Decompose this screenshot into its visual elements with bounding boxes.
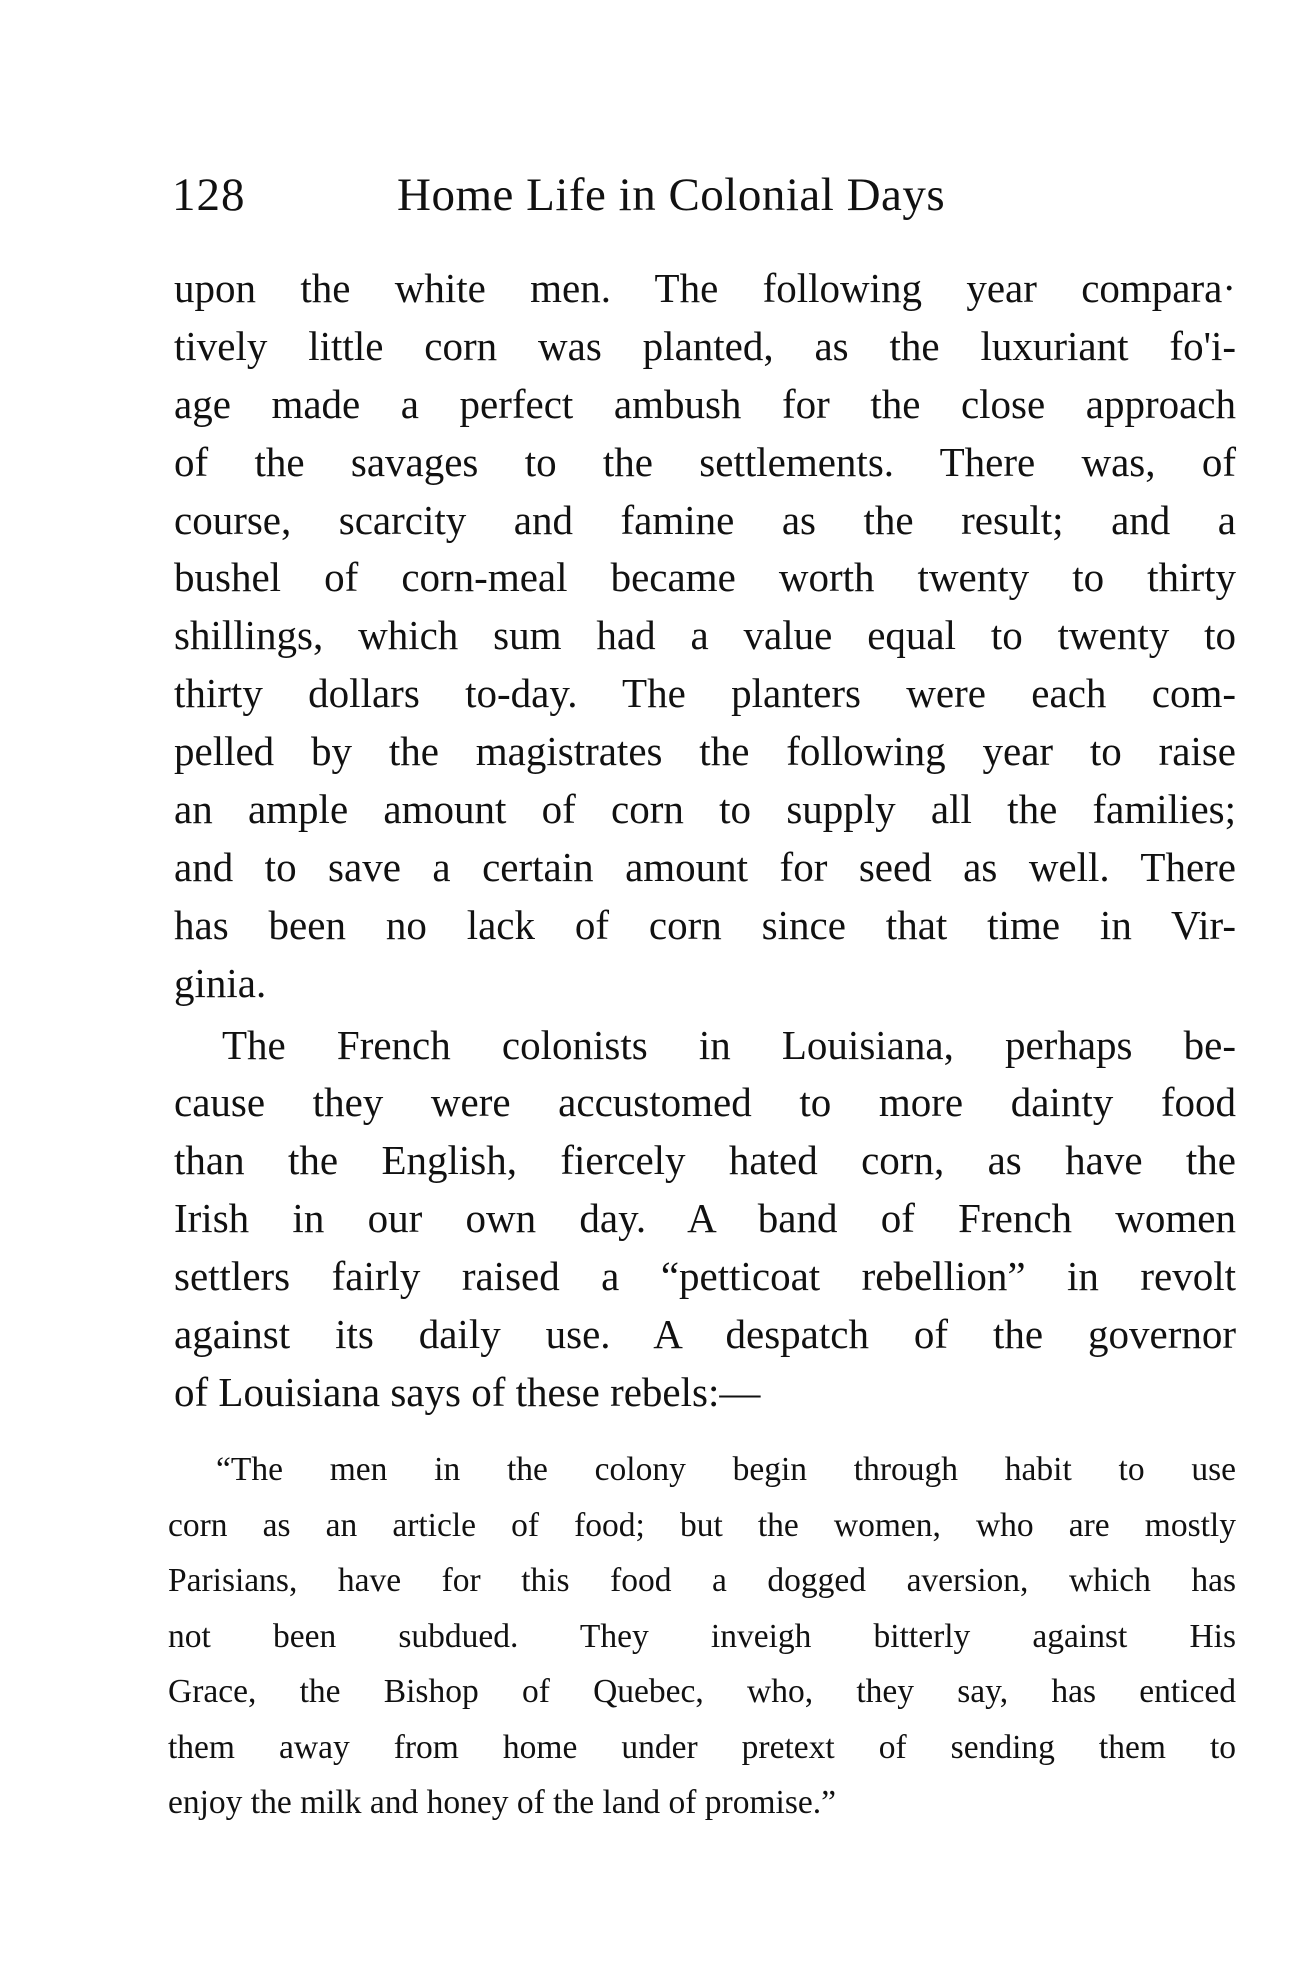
text-line: tively little corn was planted, as the luxuriant fo'i- (174, 322, 1236, 369)
text-line: The French colonists in Louisiana, perhaps be- (222, 1021, 1236, 1068)
text-line: bushel of corn-meal became worth twenty to thirty (174, 554, 1236, 601)
text-line: age made a perfect ambush for the close approach (174, 380, 1236, 427)
text-line: pelled by the magistrates the following year to raise (174, 728, 1236, 775)
text-line: cause they were accustomed to more dainty food (174, 1079, 1236, 1126)
quote-line: Grace, the Bishop of Quebec, who, they say, has enticed (168, 1673, 1236, 1710)
quote-line: not been subdued. They inveigh bitterly against His (168, 1617, 1236, 1655)
text-line: ginia. (174, 959, 267, 1006)
page-number: 128 (172, 169, 246, 221)
running-head (172, 165, 1032, 225)
quote-line: corn as an article of food; but the women, who are mostly (168, 1506, 1236, 1544)
text-line: against its daily use. A despatch of the governor (174, 1311, 1236, 1358)
running-title: Home Life in Colonial Days (397, 169, 946, 221)
text-line: an ample amount of corn to supply all the families; (174, 786, 1236, 833)
text-line: course, scarcity and famine as the result; and a (174, 496, 1236, 543)
text-line: of the savages to the settlements. There was, of (174, 438, 1236, 485)
text-line: thirty dollars to-day. The planters were each com- (174, 670, 1236, 717)
text-line: than the English, fiercely hated corn, as have the (174, 1137, 1236, 1184)
text-line: Irish in our own day. A band of French women (174, 1195, 1236, 1242)
quote-line: them away from home under pretext of sending them to (168, 1728, 1236, 1766)
quote-line: enjoy the milk and honey of the land of promise.” (168, 1784, 836, 1821)
text-line: and to save a certain amount for seed as well. There (174, 843, 1236, 890)
text-line: of Louisiana says of these rebels:— (174, 1368, 761, 1415)
paragraph-louisiana-french (174, 1017, 1236, 1422)
text-line: settlers fairly raised a “petticoat rebellion” in revolt (174, 1253, 1236, 1300)
text-line: upon the white men. The following year compara· (174, 265, 1236, 311)
quote-line: “The men in the colony begin through habit to use (216, 1451, 1236, 1488)
block-quote (168, 1442, 1236, 1831)
body-text (174, 260, 1236, 1422)
text-line: has been no lack of corn since that time in Vir- (174, 901, 1236, 948)
text-line: shillings, which sum had a value equal to twenty to (174, 612, 1236, 659)
paragraph-virginia-corn (174, 260, 1236, 1013)
quote-line: Parisians, have for this food a dogged aversion, which has (168, 1562, 1236, 1599)
